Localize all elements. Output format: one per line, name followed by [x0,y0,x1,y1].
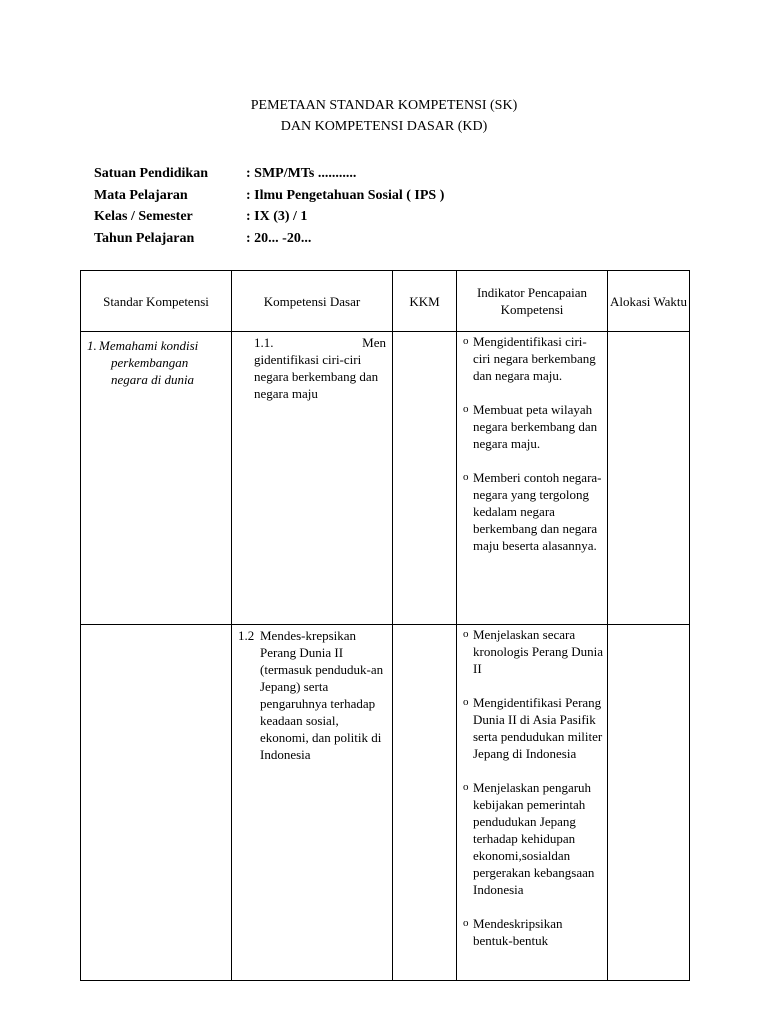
title-line-1: PEMETAAN STANDAR KOMPETENSI (SK) [250,98,518,113]
bullet-icon: o [463,917,469,929]
list-item [463,694,603,762]
sk-cell [81,625,232,981]
indicator-text: Membuat peta wilayah negara berkembang dan negara maju. [473,402,598,451]
header-kompetensi-dasar: Kompetensi Dasar [232,271,393,332]
kd-cell [232,332,393,625]
header-indikator: Indikator Pencapaian Kompetensi [457,271,608,332]
document-meta [94,163,444,249]
indicator-text: Mengidentifikasi Perang Dunia II di Asia Pasifik serta pendudukan militer Jepang di Indonesia [473,695,603,761]
bullet-icon: o [463,335,469,347]
alokasi-cell [608,332,690,625]
list-item [463,401,603,452]
meta-row-kelas [94,206,444,228]
title-line-2: DAN KOMPETENSI DASAR (KD) [280,119,488,134]
meta-label: Kelas / Semester [94,209,193,224]
indicator-cell [457,332,608,625]
kkm-cell [393,332,457,625]
header-standar-kompetensi: Standar Kompetensi [81,271,232,332]
kd-first-word: Men [362,335,386,350]
meta-value: : IX (3) / 1 [246,209,308,224]
list-item [463,333,603,384]
bullet-icon: o [463,781,469,793]
kd-text: Mendes-krepsikan Perang Dunia II (termasuk penduduk-an Jepang) serta pengaruhnya terhadap keadaan sosial, ekonomi, dan politik di Indonesia [260,628,384,762]
meta-row-mapel [94,185,444,207]
table-row [81,332,690,625]
indicator-text: Memberi contoh negara-negara yang tergolong kedalam negara berkembang dan negara maju beserta alasannya. [473,470,602,553]
sk-cell [81,332,232,625]
meta-value: : Ilmu Pengetahuan Sosial ( IPS ) [246,187,445,203]
bullet-icon: o [463,471,469,483]
bullet-icon: o [463,628,469,640]
list-item [463,626,603,677]
sk-text-line: negara di dunia [111,372,195,387]
sk-number: 1. [87,338,97,353]
meta-row-satuan [94,163,444,185]
kd-cell [232,625,393,981]
sk-text-line: perkembangan [111,355,189,370]
indicator-text: Mendeskripsikan bentuk-bentuk [473,916,563,948]
document-title [0,95,768,137]
kd-text: gidentifikasi ciri-ciri negara berkembang dan negara maju [254,352,379,401]
bullet-icon: o [463,696,469,708]
meta-value: : 20... -20... [246,230,312,246]
sk-text-line: Memahami kondisi [99,338,199,353]
kkm-cell [393,625,457,981]
indicator-text: Menjelaskan secara kronologis Perang Dunia II [473,627,603,676]
meta-label: Tahun Pelajaran [94,230,195,246]
table-header-row [81,271,690,332]
bullet-icon: o [463,403,469,415]
header-alokasi-waktu: Alokasi Waktu [608,271,690,332]
table-row [81,625,690,981]
header-kkm: KKM [393,271,457,332]
meta-label: Mata Pelajaran [94,187,188,203]
meta-row-tahun [94,228,444,250]
indicator-cell [457,625,608,981]
kd-number: 1.2 [238,628,255,643]
competency-table [80,270,690,981]
indicator-text: Menjelaskan pengaruh kebijakan pemerintah pendudukan Jepang terhadap kehidupan ekonomi,sosialdan pergerakan kebangsaan Indonesia [473,780,595,897]
meta-value: : SMP/MTs ........... [246,166,357,181]
kd-number: 1.1. [254,335,274,350]
list-item [463,779,603,898]
alokasi-cell [608,625,690,981]
indicator-text: Mengidentifikasi ciri-ciri negara berkembang dan negara maju. [473,334,596,383]
list-item [463,915,603,949]
list-item [463,469,603,554]
meta-label: Satuan Pendidikan [94,166,208,181]
